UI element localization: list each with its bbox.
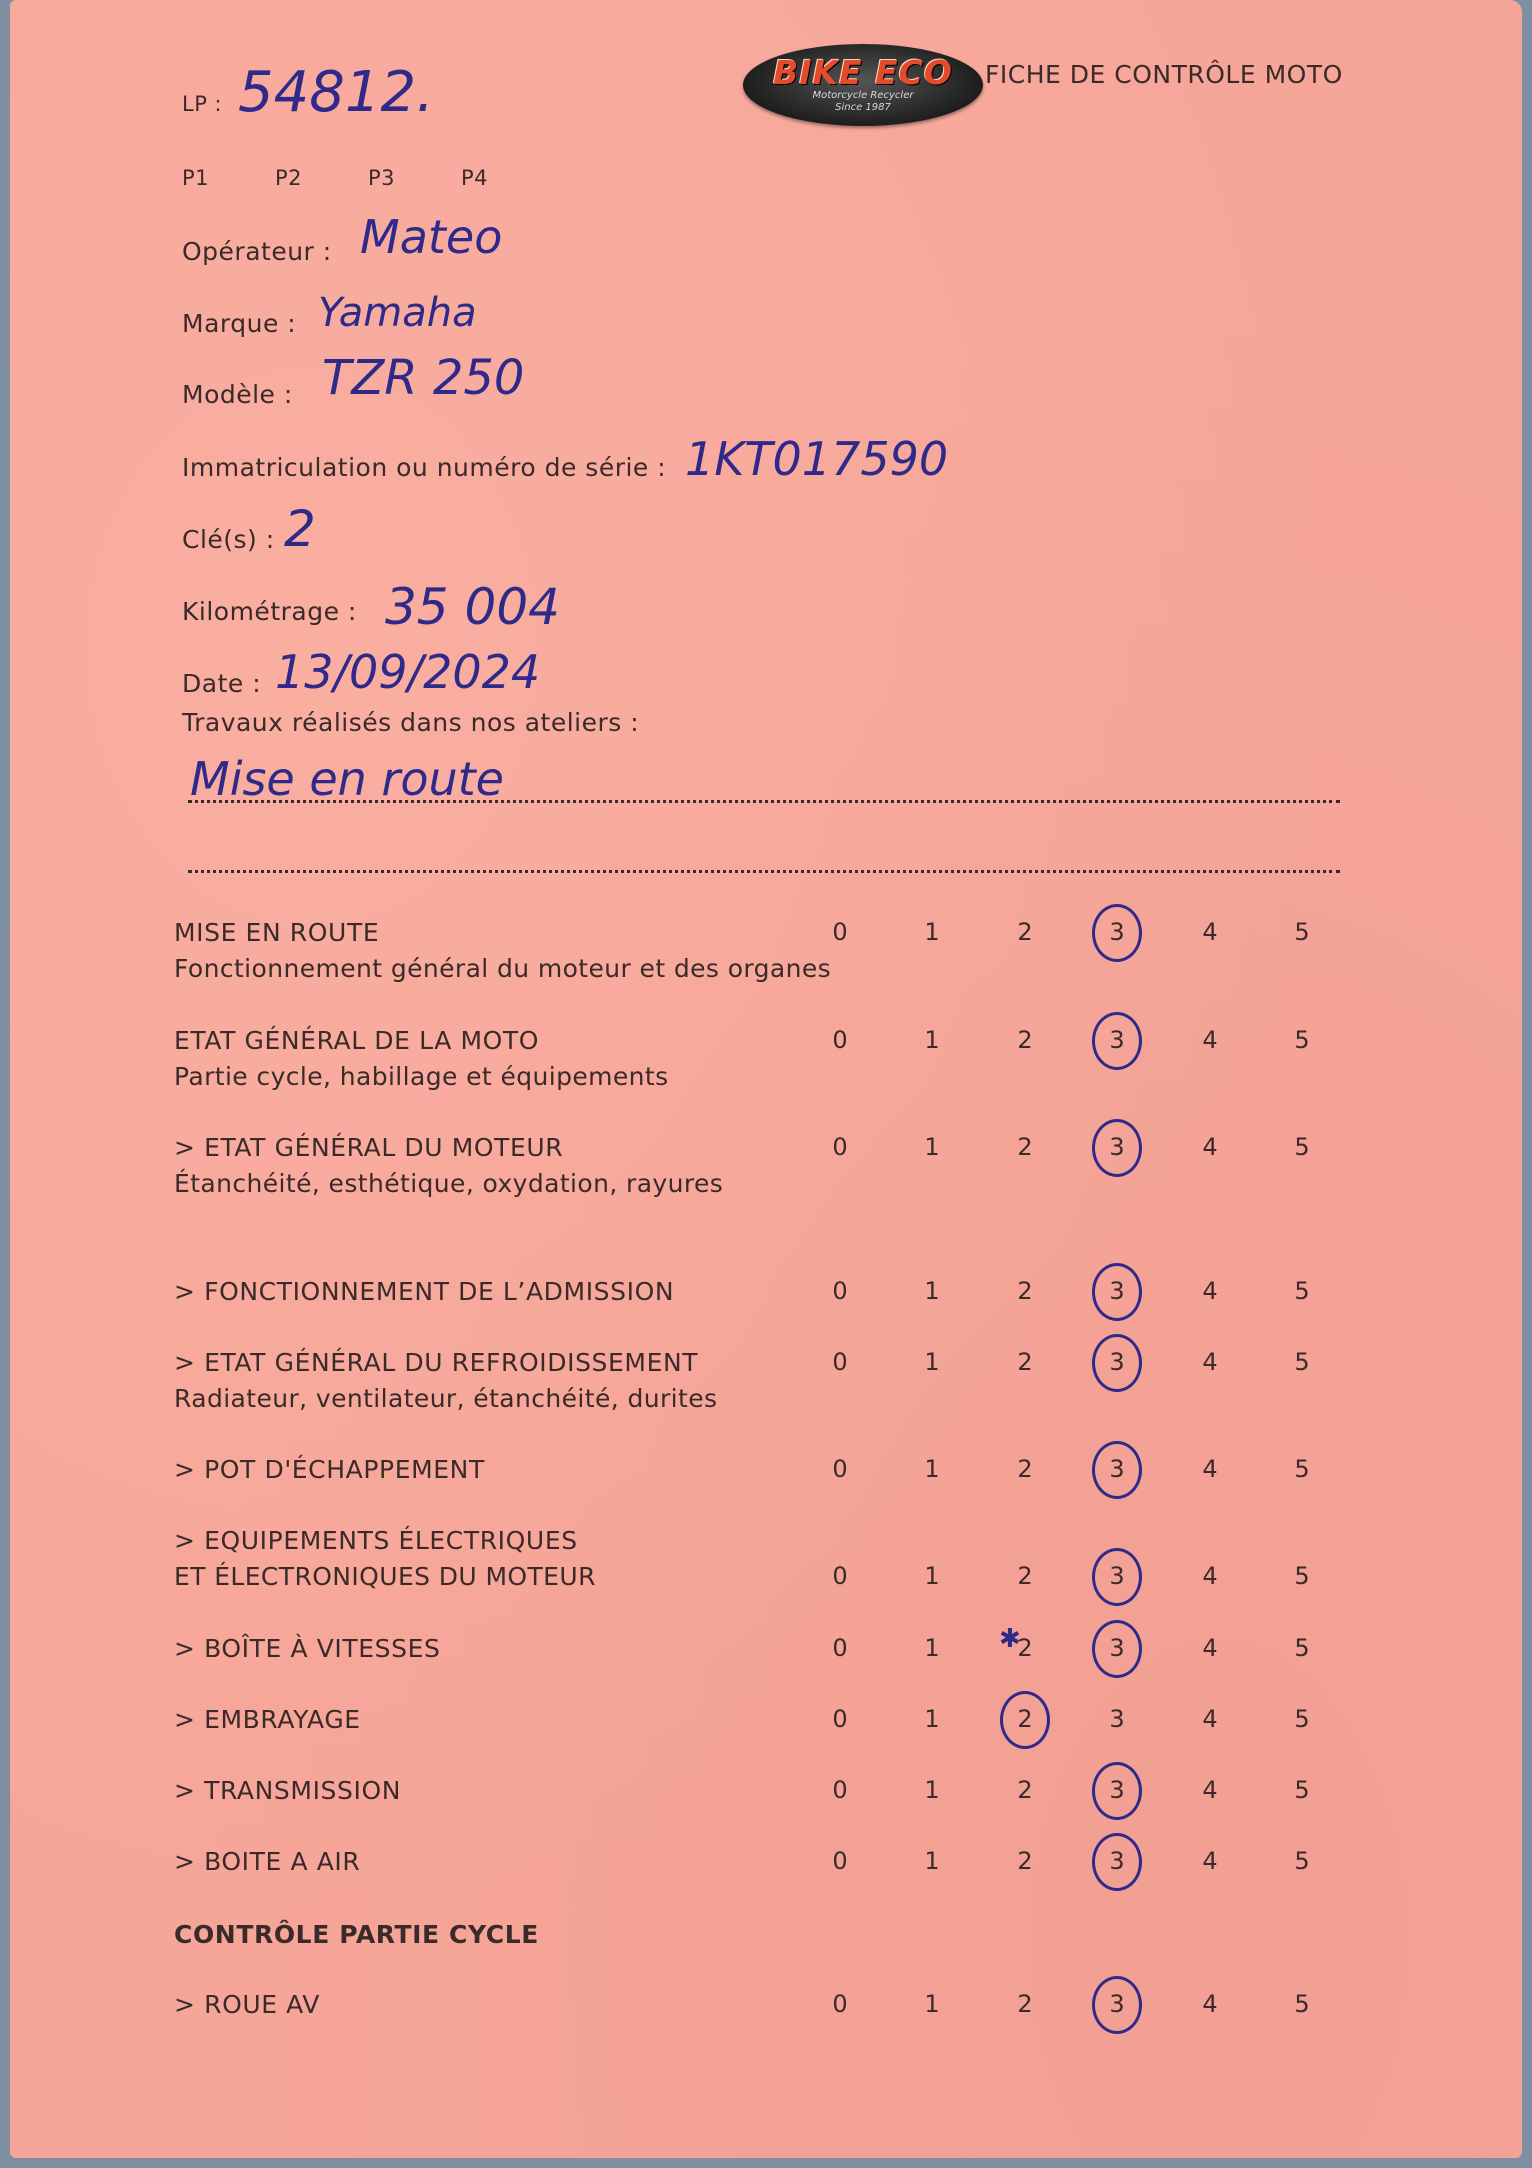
- check-score-6-1[interactable]: 1: [924, 1562, 940, 1590]
- control-sheet: [10, 0, 1522, 2158]
- check-score-8-4[interactable]: 4: [1202, 1705, 1218, 1733]
- check-score-2-5[interactable]: 5: [1294, 1133, 1310, 1161]
- check-title-4: > ETAT GÉNÉRAL DU REFROIDISSEMENT: [174, 1348, 699, 1377]
- check-score-8-5[interactable]: 5: [1294, 1705, 1310, 1733]
- check-score-9-2[interactable]: 2: [1017, 1776, 1033, 1804]
- date-value: 13/09/2024: [275, 645, 541, 699]
- check-selected-circle-1: [1092, 1012, 1142, 1070]
- logo-since: Since 1987: [835, 102, 891, 113]
- check-selected-circle-6: [1092, 1548, 1142, 1606]
- check-score-6-0[interactable]: 0: [832, 1562, 848, 1590]
- cycle-check-selected-circle-0: [1092, 1976, 1142, 2034]
- date-label: Date :: [182, 669, 262, 698]
- check-score-7-0[interactable]: 0: [832, 1634, 848, 1662]
- cycle-check-score-0-4[interactable]: 4: [1202, 1990, 1218, 2018]
- lp-label: LP :: [182, 92, 223, 116]
- check-selected-circle-0: [1092, 904, 1142, 962]
- check-score-8-3[interactable]: 3: [1109, 1705, 1125, 1733]
- check-score-7-5[interactable]: 5: [1294, 1634, 1310, 1662]
- check-score-0-0[interactable]: 0: [832, 918, 848, 946]
- position-p2: P2: [275, 166, 303, 190]
- position-p1: P1: [182, 166, 210, 190]
- check-selected-circle-9: [1092, 1762, 1142, 1820]
- check-title-5: > POT D'ÉCHAPPEMENT: [174, 1455, 485, 1484]
- check-score-4-3[interactable]: 3: [1109, 1348, 1125, 1376]
- check-score-10-0[interactable]: 0: [832, 1847, 848, 1875]
- check-crossed-out-mark-7: ✱: [999, 1624, 1021, 1654]
- check-subtitle-0: Fonctionnement général du moteur et des organes: [174, 954, 832, 983]
- check-score-10-2[interactable]: 2: [1017, 1847, 1033, 1875]
- check-score-4-2[interactable]: 2: [1017, 1348, 1033, 1376]
- model-label: Modèle :: [182, 380, 293, 409]
- check-subtitle-2: Étanchéité, esthétique, oxydation, rayures: [174, 1169, 724, 1198]
- check-subtitle-6: ET ÉLECTRONIQUES DU MOTEUR: [174, 1562, 596, 1591]
- check-score-0-4[interactable]: 4: [1202, 918, 1218, 946]
- keys-label: Clé(s) :: [182, 525, 275, 554]
- check-score-3-4[interactable]: 4: [1202, 1277, 1218, 1305]
- check-score-1-0[interactable]: 0: [832, 1026, 848, 1054]
- brand-label: Marque :: [182, 309, 297, 338]
- check-score-6-4[interactable]: 4: [1202, 1562, 1218, 1590]
- check-score-9-5[interactable]: 5: [1294, 1776, 1310, 1804]
- check-score-1-4[interactable]: 4: [1202, 1026, 1218, 1054]
- check-score-0-3[interactable]: 3: [1109, 918, 1125, 946]
- brand-value: Yamaha: [318, 290, 477, 336]
- check-title-3: > FONCTIONNEMENT DE L’ADMISSION: [174, 1277, 675, 1306]
- cycle-check-score-0-3[interactable]: 3: [1109, 1990, 1125, 2018]
- check-score-0-5[interactable]: 5: [1294, 918, 1310, 946]
- check-selected-circle-2: [1092, 1119, 1142, 1177]
- cycle-check-score-0-5[interactable]: 5: [1294, 1990, 1310, 2018]
- mileage-value: 35 004: [385, 578, 560, 636]
- check-score-8-0[interactable]: 0: [832, 1705, 848, 1733]
- cycle-check-title-0: > ROUE AV: [174, 1990, 320, 2019]
- check-score-1-1[interactable]: 1: [924, 1026, 940, 1054]
- check-score-2-2[interactable]: 2: [1017, 1133, 1033, 1161]
- check-score-0-1[interactable]: 1: [924, 918, 940, 946]
- check-score-3-5[interactable]: 5: [1294, 1277, 1310, 1305]
- check-selected-circle-8: [1000, 1691, 1050, 1749]
- logo-subtitle: Motorcycle Recycler: [812, 90, 914, 101]
- cycle-check-score-0-1[interactable]: 1: [924, 1990, 940, 2018]
- lp-value: 54812.: [238, 60, 434, 125]
- mileage-label: Kilométrage :: [182, 597, 357, 626]
- check-score-0-2[interactable]: 2: [1017, 918, 1033, 946]
- check-score-5-1[interactable]: 1: [924, 1455, 940, 1483]
- check-selected-circle-5: [1092, 1441, 1142, 1499]
- check-selected-circle-10: [1092, 1833, 1142, 1891]
- check-score-6-2[interactable]: 2: [1017, 1562, 1033, 1590]
- keys-value: 2: [284, 500, 316, 558]
- check-score-2-1[interactable]: 1: [924, 1133, 940, 1161]
- check-score-10-1[interactable]: 1: [924, 1847, 940, 1875]
- operator-value: Mateo: [360, 210, 503, 264]
- check-score-5-3[interactable]: 3: [1109, 1455, 1125, 1483]
- check-title-6: > EQUIPEMENTS ÉLECTRIQUES: [174, 1526, 578, 1555]
- check-subtitle-1: Partie cycle, habillage et équipements: [174, 1062, 669, 1091]
- work-line-2: [188, 870, 1340, 873]
- check-score-1-3[interactable]: 3: [1109, 1026, 1125, 1054]
- logo-text: BIKE ECO: [773, 53, 953, 92]
- check-score-10-4[interactable]: 4: [1202, 1847, 1218, 1875]
- check-score-2-0[interactable]: 0: [832, 1133, 848, 1161]
- check-score-2-4[interactable]: 4: [1202, 1133, 1218, 1161]
- check-title-7: > BOÎTE À VITESSES: [174, 1634, 441, 1663]
- position-p3: P3: [368, 166, 396, 190]
- check-score-5-5[interactable]: 5: [1294, 1455, 1310, 1483]
- check-score-9-0[interactable]: 0: [832, 1776, 848, 1804]
- check-score-10-3[interactable]: 3: [1109, 1847, 1125, 1875]
- check-score-9-4[interactable]: 4: [1202, 1776, 1218, 1804]
- check-score-8-1[interactable]: 1: [924, 1705, 940, 1733]
- check-score-7-4[interactable]: 4: [1202, 1634, 1218, 1662]
- check-score-5-0[interactable]: 0: [832, 1455, 848, 1483]
- check-score-4-1[interactable]: 1: [924, 1348, 940, 1376]
- position-p4: P4: [461, 166, 489, 190]
- check-title-2: > ETAT GÉNÉRAL DU MOTEUR: [174, 1133, 564, 1162]
- cycle-check-score-0-2[interactable]: 2: [1017, 1990, 1033, 2018]
- form-title: FICHE DE CONTRÔLE MOTO: [985, 60, 1343, 89]
- work-value: Mise en route: [190, 752, 504, 806]
- check-score-7-2[interactable]: 2: [1017, 1634, 1033, 1662]
- check-title-0: MISE EN ROUTE: [174, 918, 380, 947]
- cycle-check-score-0-0[interactable]: 0: [832, 1990, 848, 2018]
- check-score-8-2[interactable]: 2: [1017, 1705, 1033, 1733]
- check-score-9-3[interactable]: 3: [1109, 1776, 1125, 1804]
- check-score-3-0[interactable]: 0: [832, 1277, 848, 1305]
- check-selected-circle-4: [1092, 1334, 1142, 1392]
- check-score-4-4[interactable]: 4: [1202, 1348, 1218, 1376]
- check-score-7-3[interactable]: 3: [1109, 1634, 1125, 1662]
- check-score-6-3[interactable]: 3: [1109, 1562, 1125, 1590]
- check-title-1: ETAT GÉNÉRAL DE LA MOTO: [174, 1026, 540, 1055]
- check-title-8: > EMBRAYAGE: [174, 1705, 361, 1734]
- serial-label: Immatriculation ou numéro de série :: [182, 453, 667, 482]
- work-line-1: [188, 800, 1340, 803]
- check-score-5-4[interactable]: 4: [1202, 1455, 1218, 1483]
- check-title-10: > BOITE A AIR: [174, 1847, 361, 1876]
- check-score-3-2[interactable]: 2: [1017, 1277, 1033, 1305]
- check-subtitle-4: Radiateur, ventilateur, étanchéité, durites: [174, 1384, 718, 1413]
- model-value: TZR 250: [322, 350, 525, 406]
- bike-eco-logo: [743, 44, 983, 126]
- check-score-4-5[interactable]: 5: [1294, 1348, 1310, 1376]
- check-score-4-0[interactable]: 0: [832, 1348, 848, 1376]
- check-score-3-3[interactable]: 3: [1109, 1277, 1125, 1305]
- check-selected-circle-7: [1092, 1620, 1142, 1678]
- check-score-9-1[interactable]: 1: [924, 1776, 940, 1804]
- check-score-6-5[interactable]: 5: [1294, 1562, 1310, 1590]
- check-score-2-3[interactable]: 3: [1109, 1133, 1125, 1161]
- section-cycle-title: CONTRÔLE PARTIE CYCLE: [174, 1920, 539, 1949]
- check-title-9: > TRANSMISSION: [174, 1776, 402, 1805]
- serial-value: 1KT017590: [685, 432, 949, 486]
- check-score-3-1[interactable]: 1: [924, 1277, 940, 1305]
- work-label: Travaux réalisés dans nos ateliers :: [182, 708, 640, 737]
- operator-label: Opérateur :: [182, 237, 332, 266]
- check-selected-circle-3: [1092, 1263, 1142, 1321]
- check-score-7-1[interactable]: 1: [924, 1634, 940, 1662]
- check-score-5-2[interactable]: 2: [1017, 1455, 1033, 1483]
- check-score-1-5[interactable]: 5: [1294, 1026, 1310, 1054]
- check-score-10-5[interactable]: 5: [1294, 1847, 1310, 1875]
- check-score-1-2[interactable]: 2: [1017, 1026, 1033, 1054]
